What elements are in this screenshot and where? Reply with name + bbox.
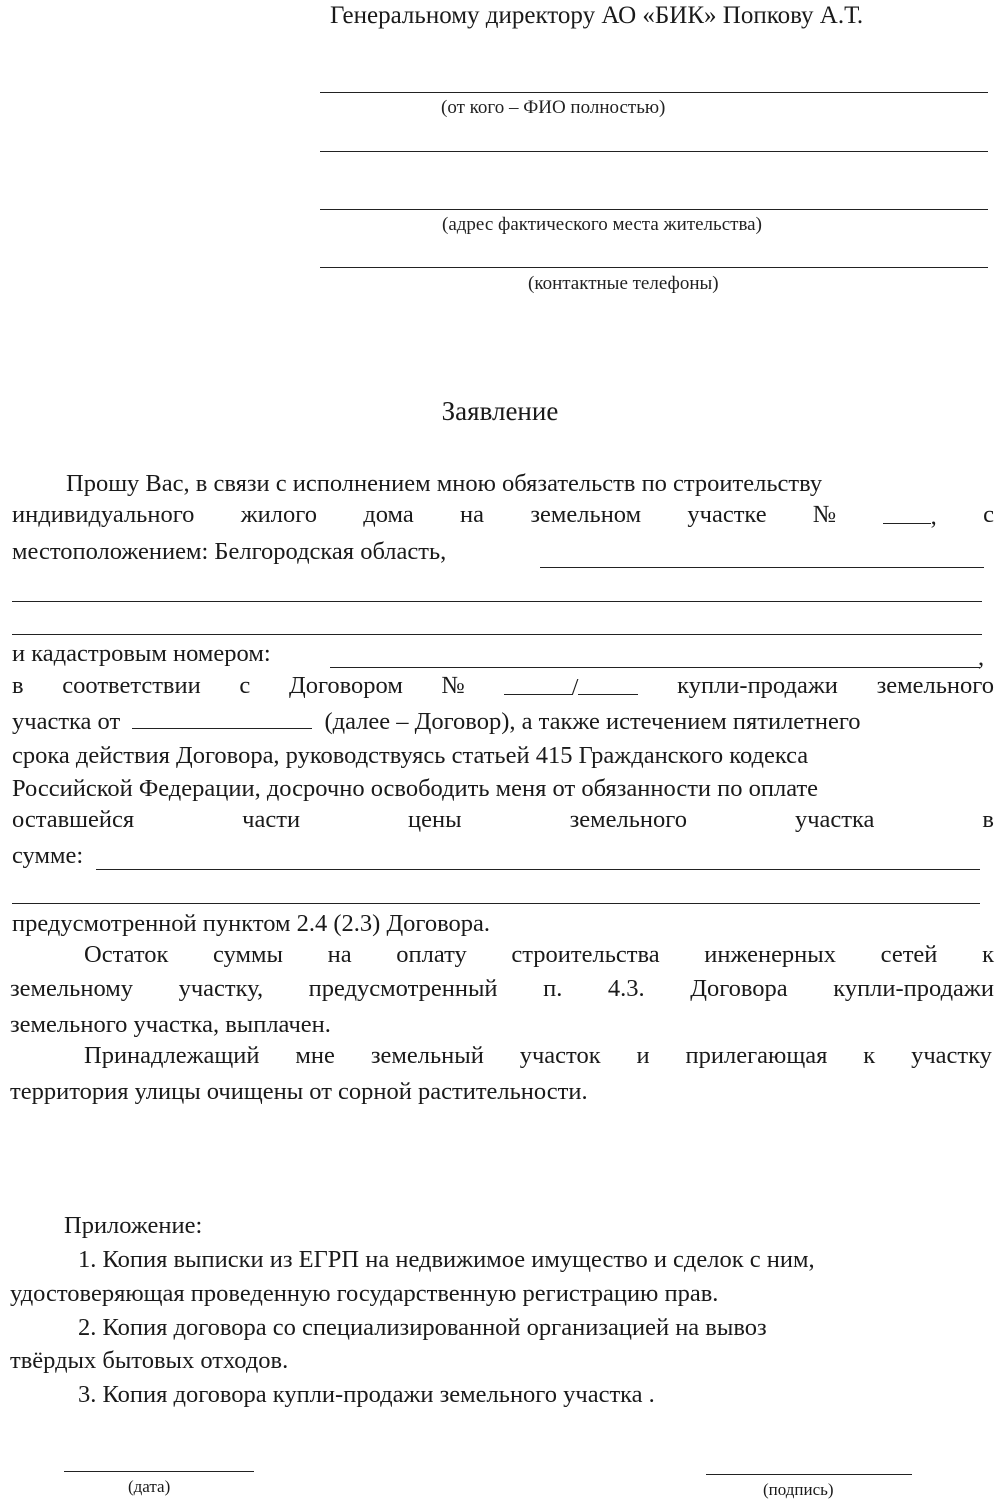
para3-line-1 (84, 1042, 992, 1070)
statement-line-2 (12, 501, 994, 531)
plot-number-field[interactable] (883, 501, 931, 524)
statement-line-3: местоположением: Белгородская область, (12, 538, 447, 565)
statement-line-1: Прошу Вас, в связи с исполнением мною обязательств по строительству (66, 470, 823, 497)
word: участка от (12, 708, 121, 735)
location-field-2[interactable] (12, 601, 982, 602)
slash: / (571, 674, 579, 701)
location-field-3[interactable] (12, 634, 982, 635)
word: п. (543, 975, 563, 1002)
word: к (982, 941, 994, 968)
word: цены (408, 806, 462, 833)
word: купли-продажи (677, 672, 838, 699)
from-name-caption: (от кого – ФИО полностью) (441, 97, 666, 118)
word: земельный (370, 1042, 484, 1069)
word: земельного (569, 806, 687, 833)
attachment-item-1a: 1. Копия выписки из ЕГРП на недвижимое имущество и сделок с ним, (78, 1246, 815, 1273)
addressee-line: Генеральному директору АО «БИК» Попкову А.Т. (330, 2, 864, 29)
word: с (983, 501, 994, 528)
word: оплату (396, 941, 467, 968)
para2-line-3: земельного участка, выплачен. (10, 1011, 331, 1038)
word: предусмотренный (308, 975, 498, 1002)
attachment-item-2a: 2. Копия договора со специализированной организацией на вывоз (78, 1314, 767, 1341)
word: с (239, 672, 251, 699)
word: Принадлежащий (84, 1042, 260, 1069)
word: земельному (10, 975, 133, 1002)
word: участка (794, 806, 875, 833)
word: Договора (690, 975, 788, 1002)
word: на (327, 941, 352, 968)
statement-line-6: и кадастровым номером: (12, 640, 271, 667)
word: участке (687, 501, 767, 528)
word: мне (295, 1042, 335, 1069)
word: жилого (240, 501, 317, 528)
from-name-field-2[interactable] (320, 151, 988, 152)
word: участку, (178, 975, 264, 1002)
statement-line-12: сумме: (12, 842, 84, 869)
amount-field[interactable] (96, 869, 980, 870)
word: и (636, 1042, 650, 1069)
word: в (12, 672, 24, 699)
word: сетей (880, 941, 938, 968)
phone-field[interactable] (320, 267, 988, 268)
word: участку (911, 1042, 992, 1069)
para2-line-2 (10, 975, 994, 1003)
word: строительства (511, 941, 660, 968)
statement-line-10: Российской Федерации, досрочно освободить меня от обязанности по оплате (12, 775, 819, 802)
cadastral-comma: , (978, 644, 985, 671)
address-caption: (адрес фактического места жительства) (442, 214, 762, 235)
date-field[interactable] (64, 1471, 254, 1472)
word: № (812, 501, 837, 528)
word: соответствии (62, 672, 201, 699)
word: купли-продажи (833, 975, 994, 1002)
cadastral-number-field[interactable] (330, 667, 980, 668)
statement-line-7 (12, 672, 994, 702)
word: земельного (876, 672, 994, 699)
signature-caption: (подпись) (763, 1480, 834, 1499)
word: дома (363, 501, 414, 528)
statement-line-14: предусмотренной пунктом 2.4 (2.3) Договора. (12, 910, 490, 937)
statement-line-8 (12, 705, 861, 739)
comma: , (930, 503, 937, 530)
word: на (460, 501, 485, 528)
word: индивидуального (12, 501, 195, 528)
contract-date-field[interactable] (132, 706, 312, 729)
phone-caption: (контактные телефоны) (528, 273, 719, 294)
attachments-heading: Приложение: (64, 1212, 203, 1239)
contract-number-field-2[interactable] (578, 672, 638, 695)
word: участок (519, 1042, 601, 1069)
statement-line-9: срока действия Договора, руководствуясь статьей 415 Гражданского кодекса (12, 742, 809, 769)
word: к (863, 1042, 876, 1069)
amount-field-2[interactable] (12, 903, 980, 904)
statement-line-11 (12, 806, 994, 834)
date-caption: (дата) (128, 1477, 171, 1496)
word: инженерных (704, 941, 837, 968)
para2-line-1 (84, 941, 994, 969)
attachment-item-1b: удостоверяющая проведенную государственную регистрацию прав. (10, 1280, 719, 1307)
para3-line-2: территория улицы очищены от сорной растительности. (10, 1078, 588, 1105)
signature-field[interactable] (706, 1474, 912, 1475)
word: оставшейся (12, 806, 135, 833)
word: в (982, 806, 994, 833)
word: № (441, 672, 465, 699)
document-title: Заявление (441, 396, 559, 426)
word: части (242, 806, 301, 833)
word: (далее – Договор), а также истечением пятилетнего (324, 708, 861, 735)
address-field[interactable] (320, 209, 988, 210)
word: прилегающая (685, 1042, 828, 1069)
contract-number-field[interactable] (504, 672, 572, 695)
contract-number-group (504, 672, 639, 702)
attachment-item-3: 3. Копия договора купли-продажи земельного участка . (78, 1381, 655, 1408)
location-field[interactable] (540, 567, 984, 568)
word: Договором (289, 672, 403, 699)
word: 4.3. (607, 975, 645, 1002)
plot-number-group (883, 501, 937, 531)
attachment-item-2b: твёрдых бытовых отходов. (10, 1347, 289, 1374)
word: Остаток (84, 941, 169, 968)
from-name-field[interactable] (320, 92, 988, 93)
word: суммы (213, 941, 283, 968)
word: земельном (530, 501, 642, 528)
